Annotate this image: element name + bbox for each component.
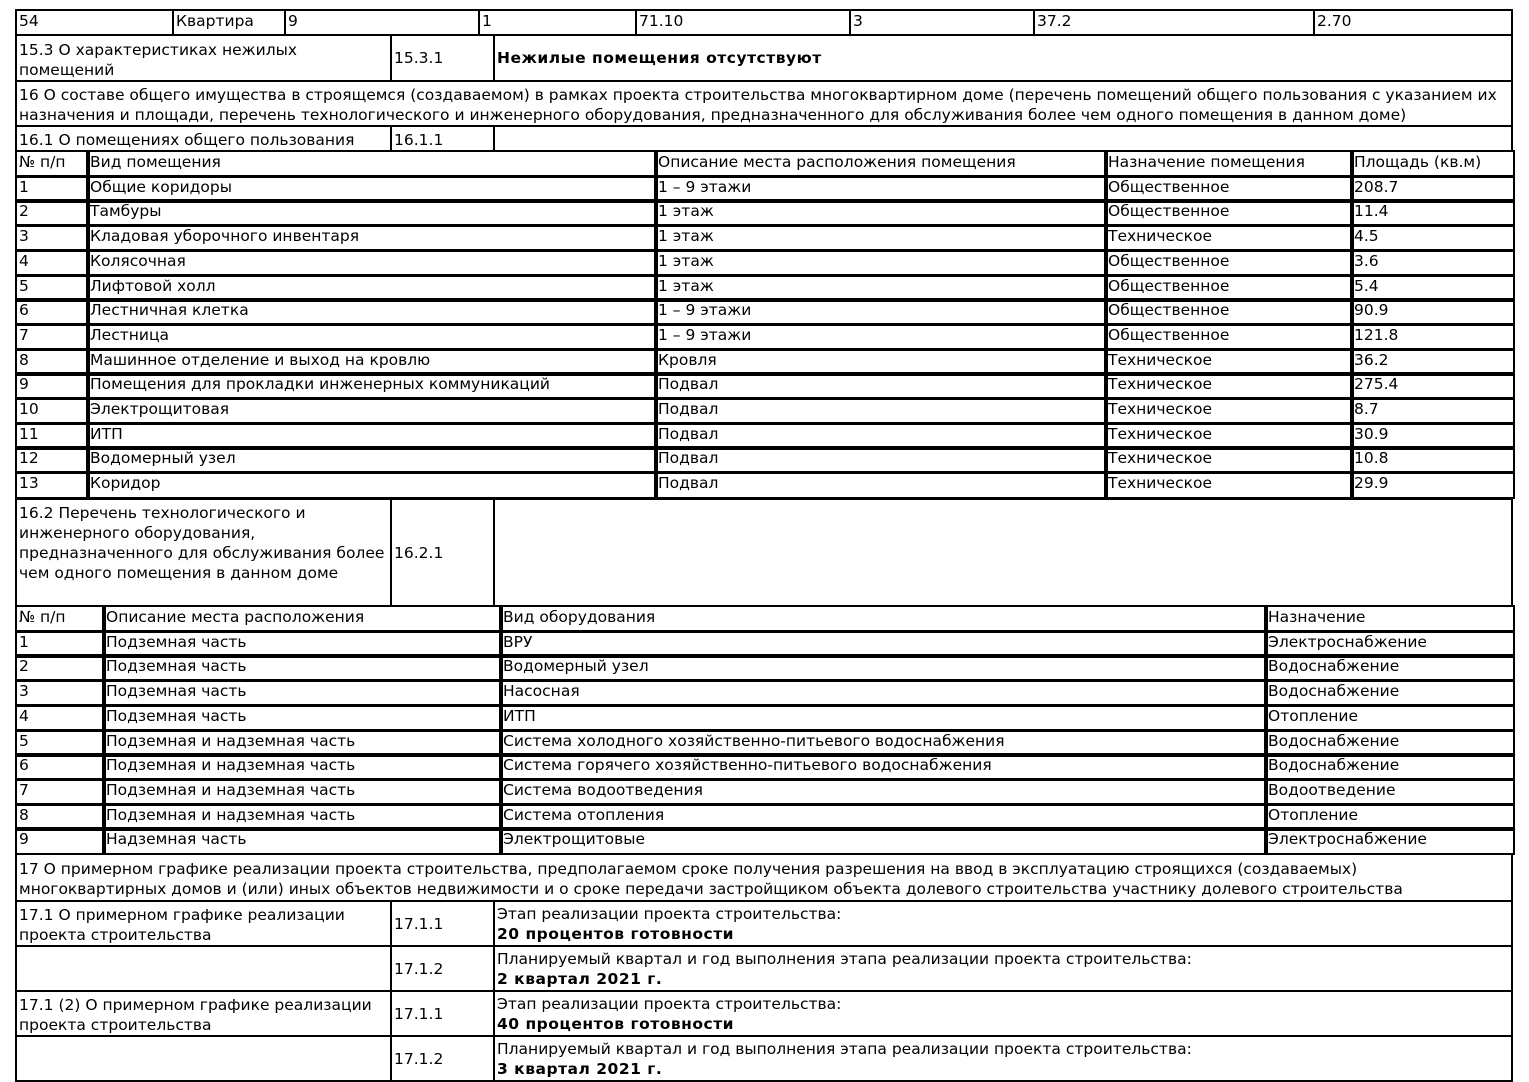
schedule-label <box>15 1035 392 1082</box>
section-16-1-value <box>493 125 1513 152</box>
section-16-2-value <box>493 498 1513 607</box>
room-location-cell: 1 – 9 этажи <box>654 298 1108 326</box>
room-area-cell: 121.8 <box>1350 323 1515 351</box>
section-16-1-label: 16.1 О помещениях общего пользования <box>15 125 392 152</box>
room-type-cell: Коридор <box>86 471 658 499</box>
schedule-label: 17.1 О примерном графике реализации проекта строительства <box>15 900 392 947</box>
equipment-location-cell: Подземная и надземная часть <box>102 778 503 806</box>
room-location-cell: Подвал <box>654 397 1108 425</box>
room-location-cell: Кровля <box>654 348 1108 376</box>
room-type-cell: Водомерный узел <box>86 446 658 474</box>
apt-number: 54 <box>15 9 174 36</box>
room-location-cell: 1 этаж <box>654 199 1108 227</box>
schedule-value-box <box>493 990 1513 1037</box>
room-area-cell: 36.2 <box>1350 348 1515 376</box>
room-area-cell: 11.4 <box>1350 199 1515 227</box>
room-area-cell: 208.7 <box>1350 175 1515 203</box>
room-type-cell: Общие коридоры <box>86 175 658 203</box>
room-purpose-cell: Общественное <box>1104 323 1354 351</box>
room-area-cell: 3.6 <box>1350 249 1515 277</box>
section-15-3-label: 15.3 О характеристиках нежилых помещений <box>15 34 392 82</box>
row-number-cell: 5 <box>15 729 106 757</box>
row-number-cell: 7 <box>15 778 106 806</box>
room-location-cell: Подвал <box>654 446 1108 474</box>
equipment-location-cell: Надземная часть <box>102 827 503 855</box>
row-number-cell: 12 <box>15 446 90 474</box>
row-number-cell: 3 <box>15 224 90 252</box>
section-16-2-code: 16.2.1 <box>390 498 495 607</box>
room-purpose-cell: Общественное <box>1104 249 1354 277</box>
section-15-3-value: Нежилые помещения отсутствуют <box>493 34 1513 82</box>
equipment-location-cell: Подземная часть <box>102 679 503 707</box>
row-number-cell: 9 <box>15 372 90 400</box>
schedule-label <box>15 945 392 992</box>
room-purpose-cell: Техническое <box>1104 471 1354 499</box>
room-area-cell: 30.9 <box>1350 422 1515 450</box>
column-header-equipment-purpose: Назначение <box>1264 605 1515 633</box>
room-purpose-cell: Общественное <box>1104 199 1354 227</box>
room-area-cell: 4.5 <box>1350 224 1515 252</box>
row-number-cell: 6 <box>15 298 90 326</box>
schedule-value: 40 процентов готовности <box>497 1015 735 1033</box>
room-type-cell: Кладовая уборочного инвентаря <box>86 224 658 252</box>
equipment-purpose-cell: Отопление <box>1264 704 1515 732</box>
row-number-cell: 8 <box>15 803 106 831</box>
schedule-value: 2 квартал 2021 г. <box>497 970 663 988</box>
apt-ceiling-height: 2.70 <box>1313 9 1513 36</box>
room-area-cell: 10.8 <box>1350 446 1515 474</box>
equipment-purpose-cell: Водоснабжение <box>1264 729 1515 757</box>
schedule-code: 17.1.2 <box>390 945 495 992</box>
row-number-cell: 9 <box>15 827 106 855</box>
section-15-3-code: 15.3.1 <box>390 34 495 82</box>
room-area-cell: 8.7 <box>1350 397 1515 425</box>
equipment-type-cell: Система холодного хозяйственно-питьевого водоснабжения <box>499 729 1268 757</box>
room-type-cell: Машинное отделение и выход на кровлю <box>86 348 658 376</box>
equipment-purpose-cell: Водоснабжение <box>1264 679 1515 707</box>
room-purpose-cell: Техническое <box>1104 446 1354 474</box>
equipment-location-cell: Подземная и надземная часть <box>102 753 503 781</box>
row-number-cell: 10 <box>15 397 90 425</box>
row-number-cell: 5 <box>15 274 90 302</box>
room-location-cell: Подвал <box>654 422 1108 450</box>
room-location-cell: 1 этаж <box>654 274 1108 302</box>
row-number-cell: 3 <box>15 679 106 707</box>
room-location-cell: 1 этаж <box>654 249 1108 277</box>
equipment-location-cell: Подземная и надземная часть <box>102 803 503 831</box>
room-purpose-cell: Техническое <box>1104 224 1354 252</box>
equipment-type-cell: Система водоотведения <box>499 778 1268 806</box>
column-header-room-purpose: Назначение помещения <box>1104 150 1354 178</box>
schedule-caption: Этап реализации проекта строительства: <box>497 995 842 1013</box>
schedule-code: 17.1.1 <box>390 900 495 947</box>
room-type-cell: Лифтовой холл <box>86 274 658 302</box>
column-header-room-location: Описание места расположения помещения <box>654 150 1108 178</box>
equipment-purpose-cell: Отопление <box>1264 803 1515 831</box>
equipment-type-cell: Электрощитовые <box>499 827 1268 855</box>
room-type-cell: Лестница <box>86 323 658 351</box>
row-number-cell: 4 <box>15 704 106 732</box>
room-area-cell: 5.4 <box>1350 274 1515 302</box>
room-purpose-cell: Техническое <box>1104 372 1354 400</box>
section-16-1-code: 16.1.1 <box>390 125 495 152</box>
section-16-heading: 16 О составе общего имущества в строящемся (создаваемом) в рамках проекта строительства многоквартирном доме (перечень помещений общего пользования с указанием их назначения и площади, перечень технологического и инженерного оборудования, предназначенного для обслуживания более чем одного помещения в данном доме) <box>15 80 1513 127</box>
room-purpose-cell: Общественное <box>1104 274 1354 302</box>
room-location-cell: 1 этаж <box>654 224 1108 252</box>
schedule-code: 17.1.1 <box>390 990 495 1037</box>
section-17-heading: 17 О примерном графике реализации проекта строительства, предполагаемом сроке получения разрешения на ввод в эксплуатацию строящихся (создаваемых) многоквартирных домов и (или) иных объектов недвижимости и о сроке передачи застройщиком объекта долевого строительства участнику долевого строительства <box>15 853 1513 902</box>
row-number-cell: 4 <box>15 249 90 277</box>
room-type-cell: Лестничная клетка <box>86 298 658 326</box>
equipment-location-cell: Подземная часть <box>102 704 503 732</box>
room-location-cell: 1 – 9 этажи <box>654 323 1108 351</box>
column-header-room-type: Вид помещения <box>86 150 658 178</box>
equipment-type-cell: Система отопления <box>499 803 1268 831</box>
schedule-value-box <box>493 1035 1513 1082</box>
room-type-cell: Тамбуры <box>86 199 658 227</box>
room-area-cell: 275.4 <box>1350 372 1515 400</box>
row-number-cell: 11 <box>15 422 90 450</box>
section-16-2-label: 16.2 Перечень технологического и инженерного оборудования, предназначенного для обслуживания более чем одного помещения в данном доме <box>15 498 392 607</box>
equipment-purpose-cell: Электроснабжение <box>1264 827 1515 855</box>
apt-living-area: 37.2 <box>1033 9 1315 36</box>
row-number-cell: 6 <box>15 753 106 781</box>
equipment-type-cell: ВРУ <box>499 630 1268 658</box>
room-purpose-cell: Техническое <box>1104 397 1354 425</box>
row-number-cell: 13 <box>15 471 90 499</box>
equipment-type-cell: ИТП <box>499 704 1268 732</box>
room-location-cell: Подвал <box>654 372 1108 400</box>
schedule-value-box <box>493 945 1513 992</box>
column-header-equipment-location: Описание места расположения <box>102 605 503 633</box>
column-header-row-number: № п/п <box>15 605 106 633</box>
room-area-cell: 90.9 <box>1350 298 1515 326</box>
equipment-type-cell: Система горячего хозяйственно-питьевого водоснабжения <box>499 753 1268 781</box>
column-header-equipment-type: Вид оборудования <box>499 605 1268 633</box>
schedule-caption: Этап реализации проекта строительства: <box>497 905 842 923</box>
room-area-cell: 29.9 <box>1350 471 1515 499</box>
equipment-type-cell: Насосная <box>499 679 1268 707</box>
room-type-cell: Помещения для прокладки инженерных коммуникаций <box>86 372 658 400</box>
row-number-cell: 1 <box>15 630 106 658</box>
apt-floor: 9 <box>284 9 480 36</box>
schedule-caption: Планируемый квартал и год выполнения этапа реализации проекта строительства: <box>497 950 1192 968</box>
equipment-purpose-cell: Водоснабжение <box>1264 753 1515 781</box>
apt-rooms: 3 <box>849 9 1035 36</box>
schedule-caption: Планируемый квартал и год выполнения этапа реализации проекта строительства: <box>497 1040 1192 1058</box>
row-number-cell: 7 <box>15 323 90 351</box>
room-purpose-cell: Общественное <box>1104 298 1354 326</box>
equipment-purpose-cell: Электроснабжение <box>1264 630 1515 658</box>
room-type-cell: Колясочная <box>86 249 658 277</box>
equipment-purpose-cell: Водоотведение <box>1264 778 1515 806</box>
room-type-cell: Электрощитовая <box>86 397 658 425</box>
room-type-cell: ИТП <box>86 422 658 450</box>
equipment-purpose-cell: Водоснабжение <box>1264 654 1515 682</box>
row-number-cell: 2 <box>15 199 90 227</box>
room-location-cell: Подвал <box>654 471 1108 499</box>
equipment-location-cell: Подземная часть <box>102 630 503 658</box>
schedule-value-box <box>493 900 1513 947</box>
room-purpose-cell: Техническое <box>1104 422 1354 450</box>
room-location-cell: 1 – 9 этажи <box>654 175 1108 203</box>
room-purpose-cell: Общественное <box>1104 175 1354 203</box>
apt-type: Квартира <box>172 9 286 36</box>
room-purpose-cell: Техническое <box>1104 348 1354 376</box>
row-number-cell: 2 <box>15 654 106 682</box>
row-number-cell: 8 <box>15 348 90 376</box>
equipment-type-cell: Водомерный узел <box>499 654 1268 682</box>
schedule-value: 3 квартал 2021 г. <box>497 1060 663 1078</box>
apt-area: 71.10 <box>635 9 851 36</box>
apt-entrance: 1 <box>478 9 637 36</box>
equipment-location-cell: Подземная часть <box>102 654 503 682</box>
schedule-code: 17.1.2 <box>390 1035 495 1082</box>
column-header-room-area: Площадь (кв.м) <box>1350 150 1515 178</box>
schedule-value: 20 процентов готовности <box>497 925 735 943</box>
equipment-location-cell: Подземная и надземная часть <box>102 729 503 757</box>
schedule-label: 17.1 (2) О примерном графике реализации проекта строительства <box>15 990 392 1037</box>
row-number-cell: 1 <box>15 175 90 203</box>
column-header-row-number: № п/п <box>15 150 90 178</box>
